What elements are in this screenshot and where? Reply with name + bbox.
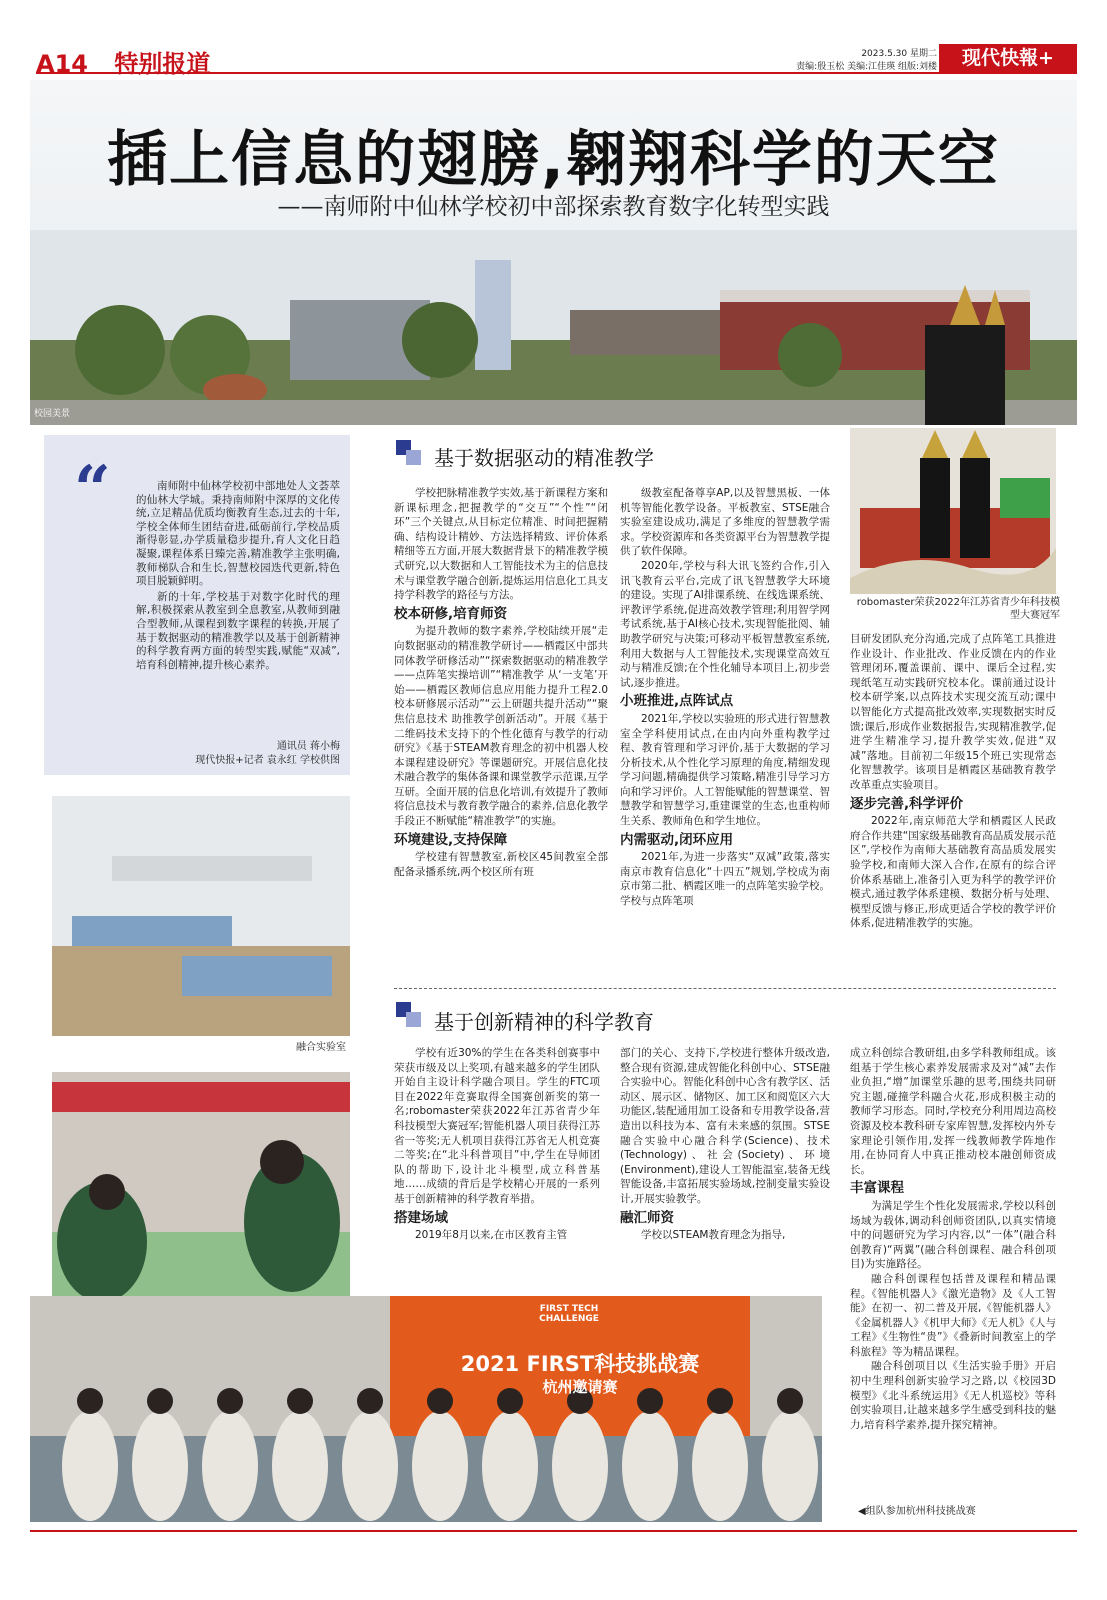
paragraph: 目研发团队充分沟通,完成了点阵笔工具推进作业设计、作业批改、作业反馈在内的作业管理闭环,覆盖课前、课中、课后全过程,实现纸笔互动实践研究校本化。课前通过设计校本研学案,以点阵技术实现交流互动;课中以智能化方式提高批改效率,实现数据实时反馈;课后,形成作业数据报告,实现精准教学,促进学生精准学习,提升教学实效,促进“双减”落地。目前初二年级15个班已实现常态化智慧教学。该项目是栖霞区基础教育教学改革重点实验项目。 [850,633,1056,791]
section2-column-1 [394,1046,600,1243]
ftc-logo: FIRST TECH CHALLENGE [539,1304,599,1324]
section2-column-2 [620,1046,830,1243]
intro-paragraph: 南师附中仙林学校初中部地处人文荟萃的仙林大学城。秉持南师附中深厚的文化传统,立足精品优质均衡教育生态,过去的十年,学校全体师生团结奋进,砥砺前行,学校品质渐得彰显,办学质量稳步提升,育人文化日趋凝聚,课程体系日臻完善,精准教学主张明确,教师梯队合和生长,智慧校园迭代更新,特色项目脱颖鲜明。 [136,480,340,588]
editors-line: 责编:殷玉松 美编:江佳瑛 组版:刘楼 [796,62,937,72]
paragraph: 2021年,学校以实验班的形式进行智慧教室全学科使用试点,在由内向外重构教学过程、教育管理和学习评价,基于大数据的学习分析技术,从个性化学习原理的角度,精细发现学习问题,精确提供学习策略,精准引导学习方向和学习评价。人工智能赋能的智慧课堂、智慧教学和智慧学习,重建课堂的生态,也重构师生关系、教师角色和学生地位。 [620,712,830,828]
date-info [796,48,937,74]
hero-banner [30,80,1077,425]
footer-rule [30,1530,1077,1532]
paragraph: 学校有近30%的学生在各类科创赛事中荣获市级及以上奖项,有越来越多的学生团队开始自主设计科学融合项目。学生的FTC项目在2022年竞赛取得全国赛创新奖的第一名;robomaster荣获2022年江苏省青少年科技模型大赛冠军;智能机器人项目获得江苏省一等奖;无人机项目获得江苏省无人机竞赛二等奖;在“北斗科普项目”中,学生在导师团队的帮助下,设计北斗模型,成立科普基地……成绩的背后是学校精心开展的一系列基于创新精神的科学教育举措。 [394,1047,600,1205]
paragraph: 2021年,为进一步落实“双减”政策,落实南京市教育信息化“十四五”规划,学校成为南京市第二批、栖霞区唯一的点阵笔实验学校。学校与点阵笔项 [620,851,830,908]
paragraph: 部门的关心、支持下,学校进行整体升级改造,整合现有资源,建成智能化科创中心、STSE融合实验中心。智能化科创中心含有教学区、活动区、展示区、储物区、加工区和阅览区六大功能区,装配通用加工设备和专用教学设备,营造出以科技为本、富有未来感的氛围。STSE融合实验中心融合科学(Science)、技术(Technology)、社会(Society)、环境(Environment),建设人工智能温室,装备无线智能设备,丰富拓展实验场域,控制变量实验设计,开展实验教学。 [620,1047,830,1205]
masthead-logo: 现代快報+ [939,44,1077,72]
section2-column-3 [850,1046,1056,1432]
lab-photo [52,796,350,1036]
paragraph: 融合科创项目以《生活实验手册》开启初中生理科创新实验学习之路,以《校园3D模型》《北斗系统运用》《无人机巡校》等科创实验项目,让越来越多学生感受到科技的魅力,培育科学素养,提升探究精神。 [850,1360,1056,1431]
subheading: 逐步完善,科学评价 [850,795,964,812]
trophy-caption: robomaster荣获2022年江苏省青少年科技模型大赛冠军 [856,597,1060,621]
paragraph: 为满足学生个性化发展需求,学校以科创场域为载体,调动科创师资团队,以真实情境中的问题研究为学习内容,以“一体”(融合科创教育)“两翼”(融合科创课程、融合科创项目)为实施路径。 [850,1199,1056,1271]
subheading: 环境建设,支持保障 [394,831,508,848]
section-icon [396,1002,422,1028]
section-name: 特别报道 [114,50,211,78]
paragraph: 融合科创课程包括普及课程和精品课程。《智能机器人》《激光造物》及《人工智能》在初一、初二普及开展,《智能机器人》《金属机器人》《机甲大师》《无人机》《人与工程》《生物性“贵”》《叠新时间教室上的学科旅程》等为精品课程。 [850,1272,1056,1358]
subheading: 内需驱动,闭环应用 [620,831,734,848]
subheading: 校本研修,培育师资 [394,605,508,622]
date-line: 2023.5.30 星期二 [861,49,937,59]
section1-heading: 基于数据驱动的精准教学 [434,446,654,470]
section-icon [396,440,422,466]
section1-column-2 [620,486,830,909]
byline-reporter: 现代快报+记者 袁永红 学校供图 [195,755,340,766]
paragraph: 学校把脉精准教学实效,基于新课程方案和新课标理念,把握教学的“交互”“个性”“闭环”三个关键点,从目标定位精准、时间把握精确、结构设计精妙、方法选择精致、评价体系精细等五方面,开展大数据背景下的精准教学模式研究,以大数据和人工智能技术为主的信息技术与课堂教学融合创新,提炼运用信息化工具支持学科教学的路径与方法。 [394,487,608,602]
paragraph: 为提升教师的数字素养,学校陆续开展“走向数据驱动的精准教学研讨——栖霞区中部共同体教学研修活动”“探索数据驱动的精准教学——点阵笔实操培训”“精准教学 从‘一支笔’开始——栖霞区教师信息应用能力提升工程2.0校本研修展示活动”“云上研题共提升活动”“聚焦信息技术 助推教学创新活动”。开展《基于二维码技术支持下的个性化德育与教学的行动研究》《基于STEAM教育理念的初中机器人校本课程建设研究》等课题研究。开展信息化技术融合教学的集体备课和课堂教学示范课,互学互研。全面开展的信息化培训,有效提升了教师将信息技术与教育教学融合的素养,信息化教学手段正不断赋能“精准教学”的实施。 [394,625,608,828]
competition-team-photo [30,1296,822,1522]
trophy-photo [850,428,1056,594]
section2-heading: 基于创新精神的科学教育 [434,1010,654,1034]
subheading: 丰富课程 [850,1180,904,1197]
intro-text [136,480,340,672]
section1-column-3 [850,632,1056,931]
paragraph: 2020年,学校与科大讯飞签约合作,引入讯飞教育云平台,完成了讯飞智慧教学大环境的建设。实现了AI排课系统、在线选课系统、评教评学系统,促进高效教学管理;利用智学网考试系统,基于AI核心技术,实现智能批阅、辅助教学研究与决策;可移动平板智慧教室系统,利用大数据与人工智能技术,实现课堂高效互动与精准反馈;在个性化辅导本项目上,初步尝试,逐步推进。 [620,559,830,689]
headline: 插上信息的翅膀,翱翔科学的天空 [107,125,1000,195]
paragraph: 学校以STEAM教育理念为指导, [641,1229,786,1242]
campus-photo-label: 校园美景 [34,409,71,419]
banner-title: 2021 FIRST科技挑战赛 [460,1352,700,1376]
campus-photo [30,230,1077,425]
subheading: 搭建场域 [394,1209,448,1226]
quote-mark-icon: “ [74,452,111,527]
paragraph: 成立科创综合教研组,由多学科教师组成。该组基于学生核心素养发展需求及对“减”去作业负担,“增”加课堂乐趣的思考,围绕共同研究主题,碰撞学科融合火花,形成积极主动的教师学习形态。同时,学校充分利用周边高校资源及校本教科研专家库智慧,发挥校内外专家理论引领作用,发挥一线教师教学阵地作用,在协同育人中真正推动校本融创师资成长。 [850,1047,1056,1176]
byline [150,740,340,768]
subheading: 融汇师资 [620,1209,674,1226]
paragraph: 2022年,南京师范大学和栖霞区人民政府合作共建“国家级基础教育高品质发展示范区”,学校作为南师大基础教育高品质发展实验学校,和南师大深入合作,在原有的综合评价体系基础上,准备引入更为科学的教学评价模式,通过教学体系建模、数据分析与处理、模型反馈与修正,形成更适合学校的教学评价体系,促进精准教学的实施。 [850,815,1056,930]
subheading: 小班推进,点阵试点 [620,693,734,710]
sub-headline: ——南师附中仙林学校初中部探索教育数字化转型实践 [277,194,830,220]
intro-paragraph: 新的十年,学校基于对数字化时代的理解,积极探索从教室到全息教室,从教师到融合型教师,从课程到数字课程的转换,开展了基于数据驱动的精准教学以及基于创新精神的科学教育两方面的转型实践,赋能“双减”,培育科创精神,提升核心素养。 [136,590,340,671]
stse-classroom-photo [52,1072,350,1314]
byline-correspondent: 通讯员 蒋小梅 [276,741,340,752]
paragraph: 学校建有智慧教室,新校区45间教室全部配备录播系统,两个校区所有班 [394,851,608,878]
header-rule [36,72,1077,74]
lab-caption: 融合实验室 [296,1042,346,1053]
page-number: A14 [36,50,88,78]
paragraph: 2019年8月以来,在市区教育主管 [415,1229,568,1242]
paragraph: 级教室配备尊享AP,以及智慧黑板、一体机等智能化教学设备。平板教室、STSE融合实验室建设成功,满足了多维度的智慧教学需求。学校资源库和各类资源平台为智慧教学提供了软件保障。 [620,487,830,558]
section-divider [394,988,1056,989]
competition-caption: ◀组队参加杭州科技挑战赛 [858,1506,976,1517]
section1-column-1 [394,486,608,879]
banner-subtitle: 杭州邀请赛 [542,1378,618,1396]
